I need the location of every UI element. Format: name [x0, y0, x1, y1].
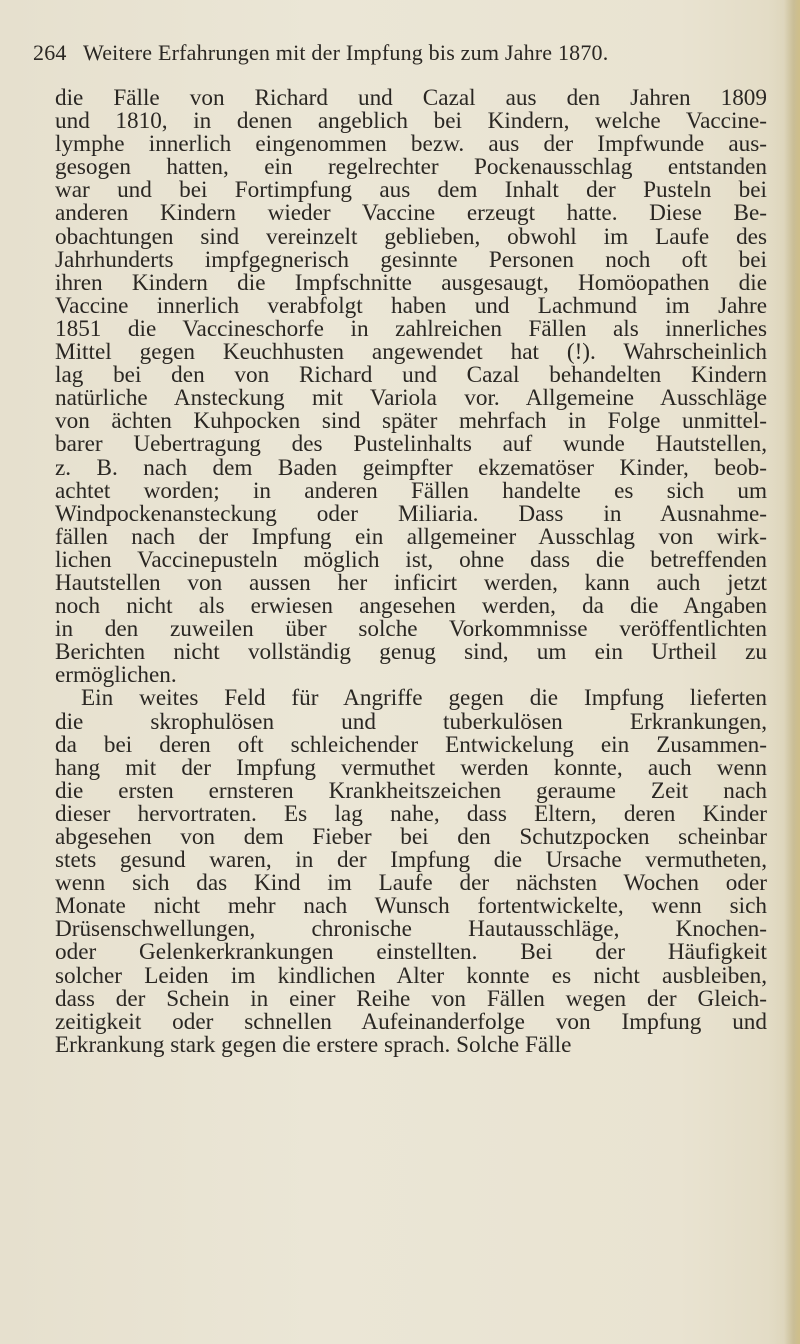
text-line: oder Gelenkerkrankungen einstellten. Bei der Häufigkeit	[55, 939, 767, 966]
text-line: Jahrhunderts impfgegnerisch gesinnte Personen noch oft bei	[55, 246, 767, 273]
text-line: fällen nach der Impfung ein allgemeiner Ausschlag von wirk-	[55, 523, 767, 550]
text-line: von ächten Kuhpocken sind später mehrfach in Folge unmittel-	[55, 408, 767, 435]
text-line: lag bei den von Richard und Cazal behandelten Kindern	[55, 362, 767, 389]
text-line: Windpockenansteckung oder Miliaria. Dass in Ausnahme-	[55, 500, 767, 527]
text-line: solcher Leiden im kindlichen Alter konnte es nicht ausbleiben,	[55, 962, 767, 989]
text-line: obachtungen sind vereinzelt geblieben, obwohl im Laufe des	[55, 223, 767, 250]
text-line: Ein weites Feld für Angriffe gegen die Impfung lieferten	[81, 685, 767, 712]
text-line: dass der Schein in einer Reihe von Fällen wegen der Gleich-	[55, 985, 767, 1012]
text-line: Monate nicht mehr nach Wunsch fortentwickelte, wenn sich	[55, 893, 767, 920]
text-line: Erkrankung stark gegen die erstere sprach. Solche Fälle	[55, 1031, 572, 1058]
text-line: stets gesund waren, in der Impfung die Ursache vermutheten,	[55, 847, 767, 874]
text-line: z. B. nach dem Baden geimpfter ekzematöser Kinder, beob-	[55, 454, 767, 481]
text-line: Berichten nicht vollständig genug sind, um ein Urtheil zu	[55, 639, 767, 666]
text-line: Hautstellen von aussen her inficirt werden, kann auch jetzt	[55, 569, 767, 596]
text-line: lichen Vaccinepusteln möglich ist, ohne dass die betreffenden	[55, 546, 767, 573]
text-line: die ersten ernsteren Krankheitszeichen geraume Zeit nach	[55, 777, 767, 804]
text-line: die skrophulösen und tuberkulösen Erkrankungen,	[55, 708, 767, 735]
text-line: gesogen hatten, ein regelrechter Pockenausschlag entstanden	[55, 154, 767, 181]
text-line: Mittel gegen Keuchhusten angewendet hat (!). Wahrscheinlich	[55, 339, 767, 366]
text-line: lymphe innerlich eingenommen bezw. aus der Impfwunde aus-	[55, 131, 767, 158]
text-line: war und bei Fortimpfung aus dem Inhalt der Pusteln bei	[55, 177, 767, 204]
text-line: zeitigkeit oder schnellen Aufeinanderfolge von Impfung und	[55, 1008, 767, 1035]
text-line: ermöglichen.	[55, 662, 177, 689]
text-line: abgesehen von dem Fieber bei den Schutzpocken scheinbar	[55, 824, 767, 850]
running-header	[33, 40, 773, 66]
body-text	[55, 87, 767, 1057]
text-line: Drüsenschwellungen, chronische Hautausschläge, Knochen-	[55, 916, 767, 943]
text-line: anderen Kindern wieder Vaccine erzeugt hatte. Diese Be-	[55, 200, 767, 227]
page-number: 264	[33, 40, 67, 65]
text-line: hang mit der Impfung vermuthet werden konnte, auch wenn	[55, 754, 767, 781]
page-edge-shadow	[784, 0, 800, 1344]
text-line: noch nicht als erwiesen angesehen werden, da die Angaben	[55, 593, 767, 620]
text-line: in den zuweilen über solche Vorkommnisse veröffentlichten	[55, 616, 767, 643]
text-line: und 1810, in denen angeblich bei Kindern, welche Vaccine-	[55, 108, 767, 135]
text-line: Vaccine innerlich verabfolgt haben und Lachmund im Jahre	[55, 292, 767, 319]
text-line: 1851 die Vaccineschorfe in zahlreichen Fällen als innerliches	[55, 315, 767, 342]
text-line: ihren Kindern die Impfschnitte ausgesaugt, Homöopathen die	[55, 269, 767, 296]
text-line: wenn sich das Kind im Laufe der nächsten Wochen oder	[55, 870, 767, 897]
text-line: natürliche Ansteckung mit Variola vor. Allgemeine Ausschläge	[55, 385, 767, 412]
text-line: dieser hervortraten. Es lag nahe, dass Eltern, deren Kinder	[55, 800, 767, 827]
text-line: da bei deren oft schleichender Entwickelung ein Zusammen-	[55, 731, 767, 758]
running-title: Weitere Erfahrungen mit der Impfung bis zum Jahre 1870.	[83, 40, 609, 65]
text-line: die Fälle von Richard und Cazal aus den Jahren 1809	[55, 85, 767, 111]
text-line: barer Uebertragung des Pustelinhalts auf wunde Hautstellen,	[55, 431, 767, 458]
text-line: achtet worden; in anderen Fällen handelte es sich um	[55, 477, 767, 504]
